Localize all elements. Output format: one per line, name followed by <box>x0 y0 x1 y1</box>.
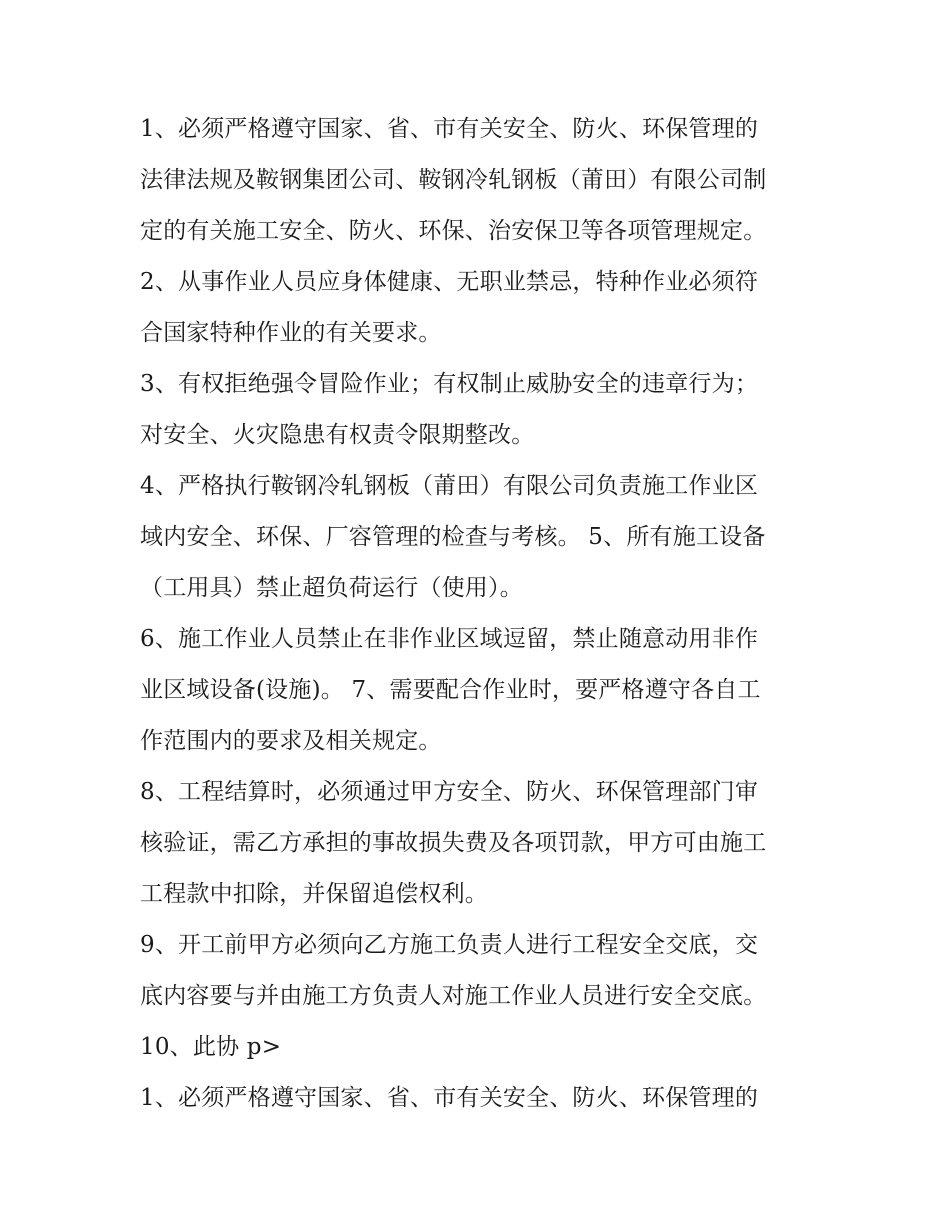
text-line: 8、工程结算时，必须通过甲方安全、防火、环保管理部门审 <box>140 779 759 805</box>
text-line: 作范围内的要求及相关规定。 <box>140 728 442 754</box>
text-line: 1、必须严格遵守国家、省、市有关安全、防火、环保管理的 <box>140 116 759 142</box>
text-line: 定的有关施工安全、防火、环保、治安保卫等各项管理规定。 <box>140 218 767 244</box>
text-line: （工用具）禁止超负荷运行（使用）。 <box>140 575 523 601</box>
text-line: 1、必须严格遵守国家、省、市有关安全、防火、环保管理的 <box>140 1085 759 1111</box>
text-line: 10、此协 p> <box>140 1034 282 1060</box>
text-line: 核验证，需乙方承担的事故损失费及各项罚款，甲方可由施工 <box>140 830 767 856</box>
text-line: 法律法规及鞍钢集团公司、鞍钢冷轧钢板（莆田）有限公司制 <box>140 167 767 193</box>
text-line: 底内容要与并由施工方负责人对施工作业人员进行安全交底。 <box>140 983 767 1009</box>
text-line: 2、从事作业人员应身体健康、无职业禁忌，特种作业必须符 <box>140 269 759 295</box>
text-line: 6、施工作业人员禁止在非作业区域逗留，禁止随意动用非作 <box>140 626 759 652</box>
text-line: 对安全、火灾隐患有权责令限期整改。 <box>140 422 535 448</box>
text-line: 域内安全、环保、厂容管理的检查与考核。 5、所有施工设备 <box>140 524 766 550</box>
text-line: 合国家特种作业的有关要求。 <box>140 320 442 346</box>
document-body <box>140 104 830 1124</box>
text-line: 业区域设备(设施)。 7、需要配合作业时，要严格遵守各自工 <box>140 677 761 703</box>
text-line: 工程款中扣除，并保留追偿权利。 <box>140 881 488 907</box>
text-line: 3、有权拒绝强令冒险作业；有权制止威胁安全的违章行为； <box>140 371 759 397</box>
text-line: 4、严格执行鞍钢冷轧钢板（莆田）有限公司负责施工作业区 <box>140 473 759 499</box>
text-line: 9、开工前甲方必须向乙方施工负责人进行工程安全交底，交 <box>140 932 759 958</box>
